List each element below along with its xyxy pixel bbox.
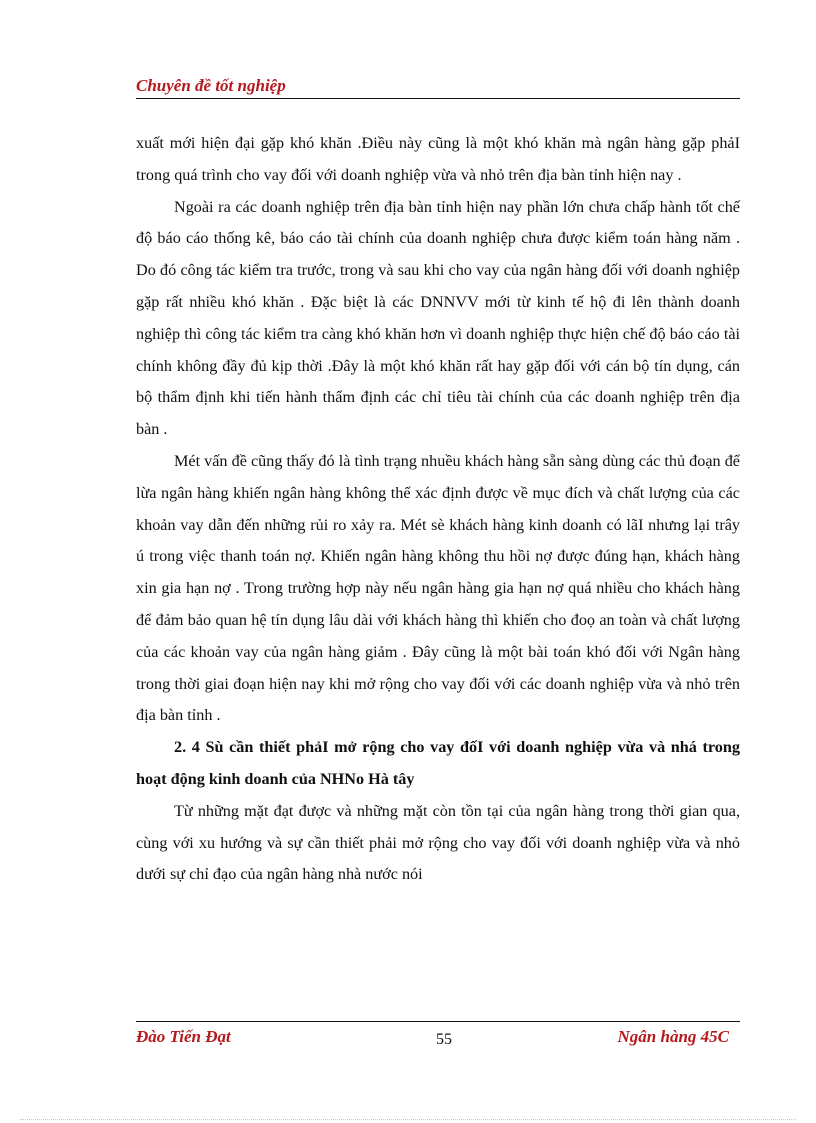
running-header-title: Chuyên đề tốt nghiệp [136,76,286,95]
footer-author: Đào Tiến Đạt [136,1027,231,1046]
paragraph-section-intro: Từ những mặt đạt được và những mặt còn tồn tại của ngân hàng trong thời gian qua, cùng với xu hướng và sự cần thiết phải mở rộng cho vay đối với doanh nghiệp vừa và nhỏ dưới sự chỉ đạo của ngân hàng nhà nước nói [136,801,740,884]
page-number: 55 [436,1031,452,1048]
paragraph-reporting-issues: Ngoài ra các doanh nghiệp trên địa bàn tỉnh hiện nay phần lớn chưa chấp hành tốt chế độ báo cáo thống kê, báo cáo tài chính của doanh nghiệp chưa được kiểm toán hàng năm . Do đó công tác kiểm tra trước, trong và sau khi cho vay của ngân hàng đối với doanh nghiệp gặp rất nhiều khó khăn . Đặc biệt là các DNNVV mới từ kinh tế hộ đi lên thành doanh nghiệp thì công tác kiểm tra càng khó khăn hơn vì doanh nghiệp thực hiện chế độ báo cáo tài chính không đầy đủ kịp thời .Đây là một khó khăn rất hay gặp đối với cán bộ tín dụng, cán bộ thẩm định khi tiến hành thẩm định các chỉ tiêu tài chính của các doanh nghiệp trên địa bàn . [136,197,740,439]
footer-class: Ngân hàng 45C [617,1027,729,1046]
section-heading: 2. 4 Sù cần thiết phảI mở rộng cho vay đốI với doanh nghiệp vừa và nhá trong hoạt động kinh doanh của NHNo Hà tây [136,738,740,788]
paragraph-fraud-issues: Mét vấn đề cũng thấy đó là tình trạng nhuều khách hàng sẵn sàng dùng các thủ đoạn để lừa ngân hàng khiến ngân hàng không thể xác định được về mục đích và chất lượng của các khoản vay dẫn đến những rủi ro xảy ra. Mét sè khách hàng kinh doanh có lãI nhưng lại trây ú trong việc thanh toán nợ. Khiến ngân hàng không thu hồi nợ được đúng hạn, khách hàng xin gia hạn nợ . Trong trường hợp này nếu ngân hàng gia hạn nợ quá nhiều cho khách hàng để đảm bảo quan hệ tín dụng lâu dài với khách hàng thì khiến cho đoọ an toàn và chất lượng của các khoản vay của ngân hàng giảm . Đây cũng là một bài toán khó đối với Ngân hàng trong thời giai đoạn hiện nay khi mở rộng cho vay đối với các doanh nghiệp vừa và nhỏ trên địa bàn tỉnh . [136,451,740,725]
body-text [136,128,740,891]
paragraph-continuation: xuất mới hiện đại gặp khó khăn .Điều này cũng là một khó khăn mà ngân hàng gặp phảI trong quá trình cho vay đối với doanh nghiệp vừa và nhỏ trên địa bàn tỉnh hiện nay . [136,134,740,184]
page-bottom-dotted-line [20,1119,796,1120]
header-divider [136,98,740,99]
footer-divider [136,1021,740,1022]
